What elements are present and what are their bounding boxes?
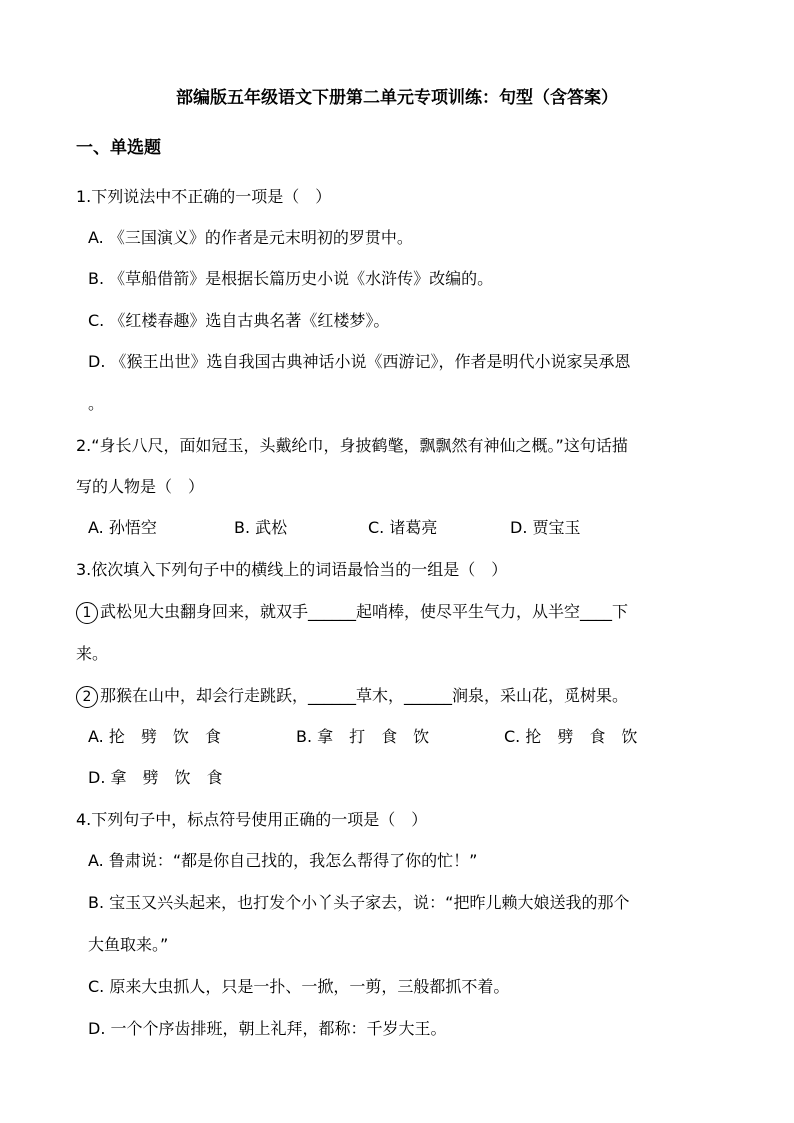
question-2-option-a: A. 孙悟空 (88, 518, 157, 537)
question-1-option-d-continued: 。 (88, 394, 105, 413)
question-2-option-c: C. 诸葛亮 (368, 518, 438, 537)
question-1-stem: 1.下列说法中不正确的一项是（ ） (76, 187, 332, 206)
question-3-sentence-2 (76, 684, 628, 708)
question-2-option-d: D. 贾宝玉 (510, 518, 581, 537)
question-2-stem: 2.“身长八尺，面如冠玉，头戴纶巾，身披鹤氅，飘飘然有神仙之概。”这句话描 (76, 436, 628, 455)
question-3-option-c: C. 抡 劈 食 饮 (504, 727, 638, 746)
question-3-sentence-1 (76, 600, 628, 624)
question-3-option-b: B. 拿 打 食 饮 (296, 727, 430, 746)
circled-number-2: 2 (76, 686, 98, 708)
question-4-option-b-continued: 大鱼取来。” (88, 935, 169, 954)
question-2-stem-continued: 写的人物是（ ） (76, 477, 205, 496)
question-4-option-b: B. 宝玉又兴头起来，也打发个小丫头子家去，说：“把昨儿赖大娘送我的那个 (88, 893, 630, 912)
circled-number-1: 1 (76, 602, 98, 624)
question-4-option-d: D. 一个个序齿排班，朝上礼拜，都称：千岁大王。 (88, 1019, 447, 1038)
question-1-option-a: A. 《三国演义》的作者是元末明初的罗贯中。 (88, 228, 413, 247)
question-2-option-b: B. 武松 (234, 518, 288, 537)
question-4-option-c: C. 原来大虫抓人，只是一扑、一掀，一剪，三般都抓不着。 (88, 977, 510, 996)
question-3-option-d: D. 拿 劈 饮 食 (88, 768, 223, 787)
question-2-options (88, 516, 708, 540)
section-heading: 一、单选题 (76, 138, 161, 158)
question-3-option-a: A. 抡 劈 饮 食 (88, 727, 221, 746)
question-4-stem: 4.下列句子中，标点符号使用正确的一项是（ ） (76, 810, 428, 829)
question-1-option-d: D. 《猴王出世》选自我国古典神话小说《西游记》，作者是明代小说家吴承恩 (88, 352, 631, 371)
question-3-options (88, 725, 708, 749)
question-1-option-c: C. 《红楼春趣》选自古典名著《红楼梦》。 (88, 311, 390, 330)
question-3-sentence-2-text: 那猴在山中，却会行走跳跃，______草木，______涧泉，采山花，觅树果。 (100, 686, 629, 705)
question-3-sentence-1-continued: 来。 (76, 644, 109, 663)
question-3-sentence-1-text: 武松见大虫翻身回来，就双手______起哨棒，使尽平生气力，从半空____下 (100, 602, 629, 621)
question-1-option-b: B. 《草船借箭》是根据长篇历史小说《水浒传》改编的。 (88, 269, 494, 288)
question-4-option-a: A. 鲁肃说：“都是你自己找的，我怎么帮得了你的忙！” (88, 851, 478, 870)
document-title: 部编版五年级语文下册第二单元专项训练：句型（含答案） (176, 88, 618, 108)
question-3-stem: 3.依次填入下列句子中的横线上的词语最恰当的一组是（ ） (76, 560, 508, 579)
